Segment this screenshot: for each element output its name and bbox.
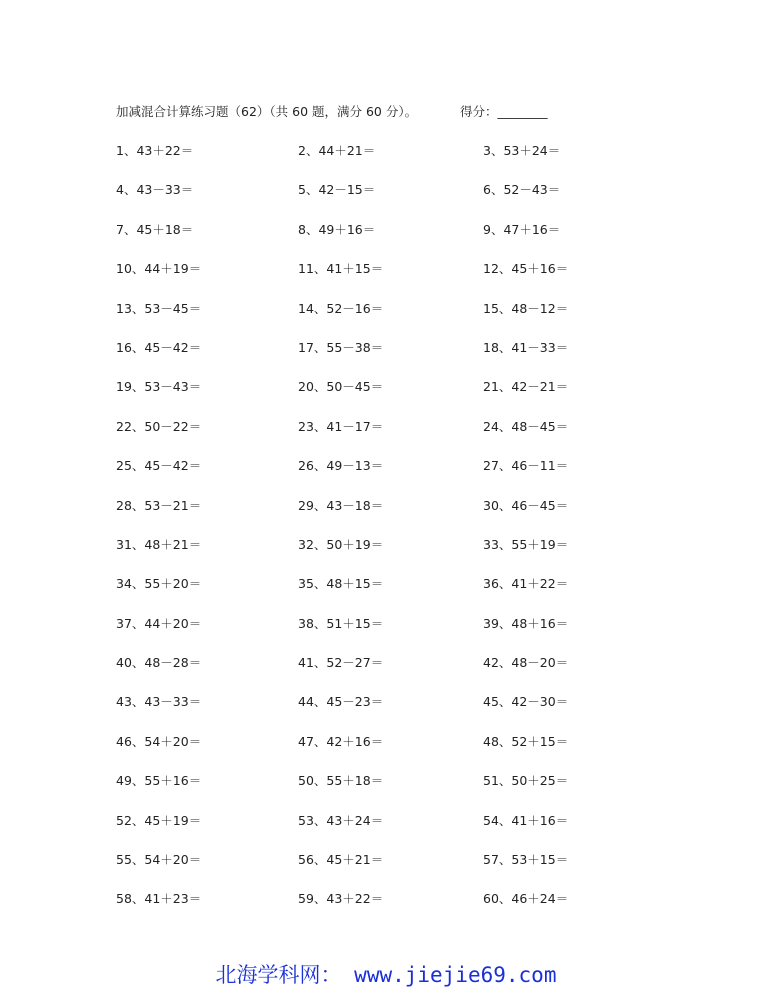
problem-item: 20、50－45＝	[298, 379, 384, 395]
problem-item: 24、48－45＝	[483, 418, 569, 434]
footer-watermark[interactable]: 北海学科网： www.jiejie69.com	[215, 963, 557, 987]
problem-item: 21、42－21＝	[483, 379, 569, 395]
problem-item: 59、43＋22＝	[298, 891, 384, 907]
problem-item: 7、45＋18＝	[116, 221, 194, 237]
problem-item: 11、41＋15＝	[298, 261, 384, 277]
problem-item: 13、53－45＝	[116, 300, 202, 316]
problem-item: 55、54＋20＝	[116, 852, 202, 868]
problem-item: 26、49－13＝	[298, 458, 384, 474]
problem-item: 48、52＋15＝	[483, 733, 569, 749]
problem-item: 50、55＋18＝	[298, 773, 384, 789]
problem-item: 46、54＋20＝	[116, 733, 202, 749]
problem-item: 25、45－42＝	[116, 458, 202, 474]
problem-item: 17、55－38＝	[298, 339, 384, 355]
problem-item: 19、53－43＝	[116, 379, 202, 395]
problem-item: 35、48＋15＝	[298, 576, 384, 592]
problem-item: 56、45＋21＝	[298, 852, 384, 868]
problem-item: 1、43＋22＝	[116, 143, 194, 158]
problem-item: 3、53＋24＝	[483, 143, 561, 158]
problem-item: 39、48＋16＝	[483, 615, 569, 631]
problem-item: 47、42＋16＝	[298, 733, 384, 749]
problem-item: 41、52－27＝	[298, 655, 384, 671]
problem-item: 54、41＋16＝	[483, 812, 569, 828]
problem-item: 29、43－18＝	[298, 497, 384, 513]
problem-item: 33、55＋19＝	[483, 536, 569, 552]
problem-item: 44、45－23＝	[298, 694, 384, 710]
problem-item: 23、41－17＝	[298, 418, 384, 434]
problem-item: 5、42－15＝	[298, 182, 376, 198]
page-title: 加减混合计算练习题（62）（共 60 题，满分 60 分）。	[116, 104, 418, 119]
problem-item: 42、48－20＝	[483, 655, 569, 671]
problem-item: 14、52－16＝	[298, 300, 384, 316]
problem-item: 52、45＋19＝	[116, 812, 202, 828]
problem-item: 6、52－43＝	[483, 182, 561, 198]
problem-item: 51、50＋25＝	[483, 773, 569, 789]
problem-item: 27、46－11＝	[483, 458, 569, 474]
worksheet-header	[116, 101, 676, 123]
problem-item: 15、48－12＝	[483, 300, 569, 316]
problem-item: 9、47＋16＝	[483, 221, 561, 237]
problem-grid	[116, 140, 676, 928]
problem-item: 53、43＋24＝	[298, 812, 384, 828]
problem-item: 49、55＋16＝	[116, 773, 202, 789]
problem-item: 58、41＋23＝	[116, 891, 202, 907]
problem-item: 57、53＋15＝	[483, 852, 569, 868]
problem-item: 4、43－33＝	[116, 182, 194, 198]
problem-item: 18、41－33＝	[483, 339, 569, 355]
problem-item: 37、44＋20＝	[116, 615, 202, 631]
problem-item: 40、48－28＝	[116, 655, 202, 671]
problem-item: 8、49＋16＝	[298, 221, 376, 237]
problem-item: 28、53－21＝	[116, 497, 202, 513]
problem-item: 34、55＋20＝	[116, 576, 202, 592]
problem-item: 22、50－22＝	[116, 418, 202, 434]
problem-item: 32、50＋19＝	[298, 536, 384, 552]
problem-item: 45、42－30＝	[483, 694, 569, 710]
problem-item: 12、45＋16＝	[483, 261, 569, 277]
problem-item: 10、44＋19＝	[116, 261, 202, 277]
problem-item: 31、48＋21＝	[116, 536, 202, 552]
score-field: 得分：________	[460, 104, 548, 119]
problem-item: 43、43－33＝	[116, 694, 202, 710]
problem-item: 2、44＋21＝	[298, 143, 376, 158]
problem-item: 16、45－42＝	[116, 339, 202, 355]
problem-item: 60、46＋24＝	[483, 891, 569, 907]
problem-item: 30、46－45＝	[483, 497, 569, 513]
problem-item: 36、41＋22＝	[483, 576, 569, 592]
problem-item: 38、51＋15＝	[298, 615, 384, 631]
